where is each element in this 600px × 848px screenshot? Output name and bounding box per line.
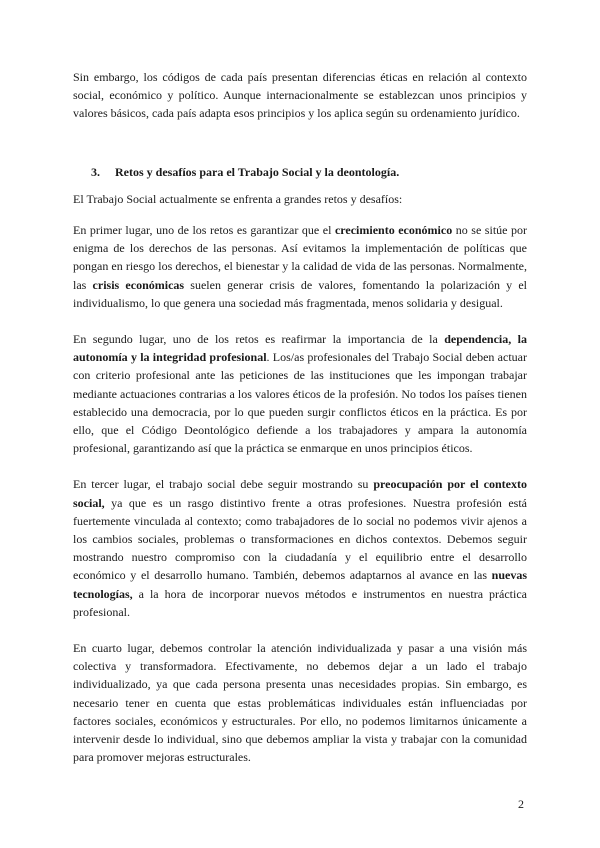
- bold-term: preocupación por el contexto social,: [73, 477, 527, 510]
- paragraph-third: [73, 475, 527, 621]
- paragraph-fourth: En cuarto lugar, debemos controlar la atención individualizada y pasar a una visión más colectiva y transformadora. Efectivamente, no debemos dejar a un lado el trabajo individualizado, ya que cada persona presenta unas necesidades propias. Sin embargo, es necesario tener en cuenta que estas problemáticas individuales están influenciadas por factores sociales, económicos y estructurales. Por ello, no podemos limitarnos únicamente a intervenir desde lo individual, sino que debemos ampliar la vista y trabajar con la comunidad para promover mejoras estructurales.: [73, 641, 527, 765]
- text-run: no se sitúe por enigma de los derechos de las personas. Así evitamos la implementación de políticas que pongan en riesgo los derechos, el bienestar y la calidad de vida de las personas. Normalmente, las: [73, 223, 527, 292]
- document-page: [73, 68, 527, 785]
- text-run: a la hora de incorporar nuevos métodos e instrumentos en nuestra práctica profesional.: [73, 586, 527, 619]
- text-run: ya que es un rasgo distintivo frente a otras profesiones. Nuestra profesión está fuertemente vinculada al contexto; como trabajadores de lo social no podemos vivir ajenos a los cambios sociales, problemas o transformaciones en dichos contextos. Debemos seguir mostrando nuestro compromiso con la ciudadanía y el equilibrio entre el desarrollo económico y el desarrollo humano. También, debemos adaptarnos al avance en las: [73, 495, 527, 583]
- text-run: En primer lugar, uno de los retos es garantizar que el: [73, 223, 335, 238]
- section-heading: [91, 163, 527, 181]
- lead-paragraph: El Trabajo Social actualmente se enfrenta a grandes retos y desafíos:: [73, 191, 403, 206]
- section-number: 3.: [91, 164, 100, 179]
- text-run: suelen generar crisis de valores, fomentando la polarización y el individualismo, lo que genera una sociedad más fragmentada, menos solidaria y desigual.: [73, 277, 528, 310]
- text-run: En tercer lugar, el trabajo social debe seguir mostrando su: [73, 477, 374, 492]
- page-number: 2: [518, 797, 524, 811]
- bold-term: crecimiento económico: [334, 223, 453, 238]
- text-run: En segundo lugar, uno de los retos es reafirmar la importancia de la: [73, 332, 445, 347]
- paragraph-first: [73, 221, 527, 312]
- bold-term: nuevas tecnologías,: [73, 568, 527, 601]
- paragraph-second: [73, 330, 527, 457]
- bold-term: crisis económicas: [92, 277, 185, 292]
- intro-paragraph: Sin embargo, los códigos de cada país presentan diferencias éticas en relación al contexto social, económico y político. Aunque internacionalmente se establezcan unos principios y valores básicos, cada país adapta esos principios y los aplica según su ordenamiento jurídico.: [73, 70, 527, 121]
- bold-term: dependencia, la autonomía y la integridad profesional: [73, 332, 527, 365]
- section-title: Retos y desafíos para el Trabajo Social y la deontología.: [115, 164, 400, 179]
- text-run: . Los/as profesionales del Trabajo Social deben actuar con criterio profesional ante las peticiones de las instituciones que les impongan trabajar mediante actuaciones contrarias a los valores éticos de la profesión. No todos los países tienen establecido una democracia, por lo que pueden surgir conflictos éticos en la práctica. Es por ello, que el Código Deontológico defiende a los trabajadores y ampara la autonomía profesional, garantizando así que la práctica se enmarque en unos principios éticos.: [73, 350, 527, 456]
